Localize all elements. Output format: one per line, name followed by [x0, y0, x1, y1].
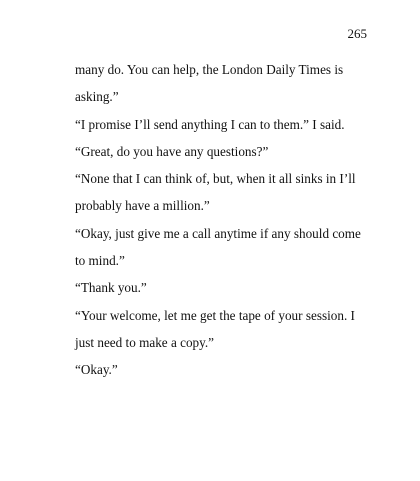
text-line: “None that I can think of, but, when it all sinks in I’ll — [75, 171, 356, 187]
text-line: “Your welcome, let me get the tape of your session. I — [75, 307, 355, 323]
text-line: “Thank you.” — [75, 280, 147, 296]
text-line: “I promise I’ll send anything I can to them.” I said. — [75, 116, 345, 132]
text-line: “Okay, just give me a call anytime if any should come — [75, 225, 361, 241]
text-line: asking.” — [75, 89, 119, 105]
text-line: “Great, do you have any questions?” — [75, 143, 269, 159]
page-number: 265 — [347, 26, 367, 41]
text-line: to mind.” — [75, 253, 125, 269]
text-line: probably have a million.” — [75, 198, 210, 214]
body-text — [75, 62, 375, 390]
text-line: just need to make a copy.” — [75, 334, 215, 350]
text-line: “Okay.” — [75, 362, 118, 378]
text-line: many do. You can help, the London Daily Times is — [75, 62, 344, 77]
